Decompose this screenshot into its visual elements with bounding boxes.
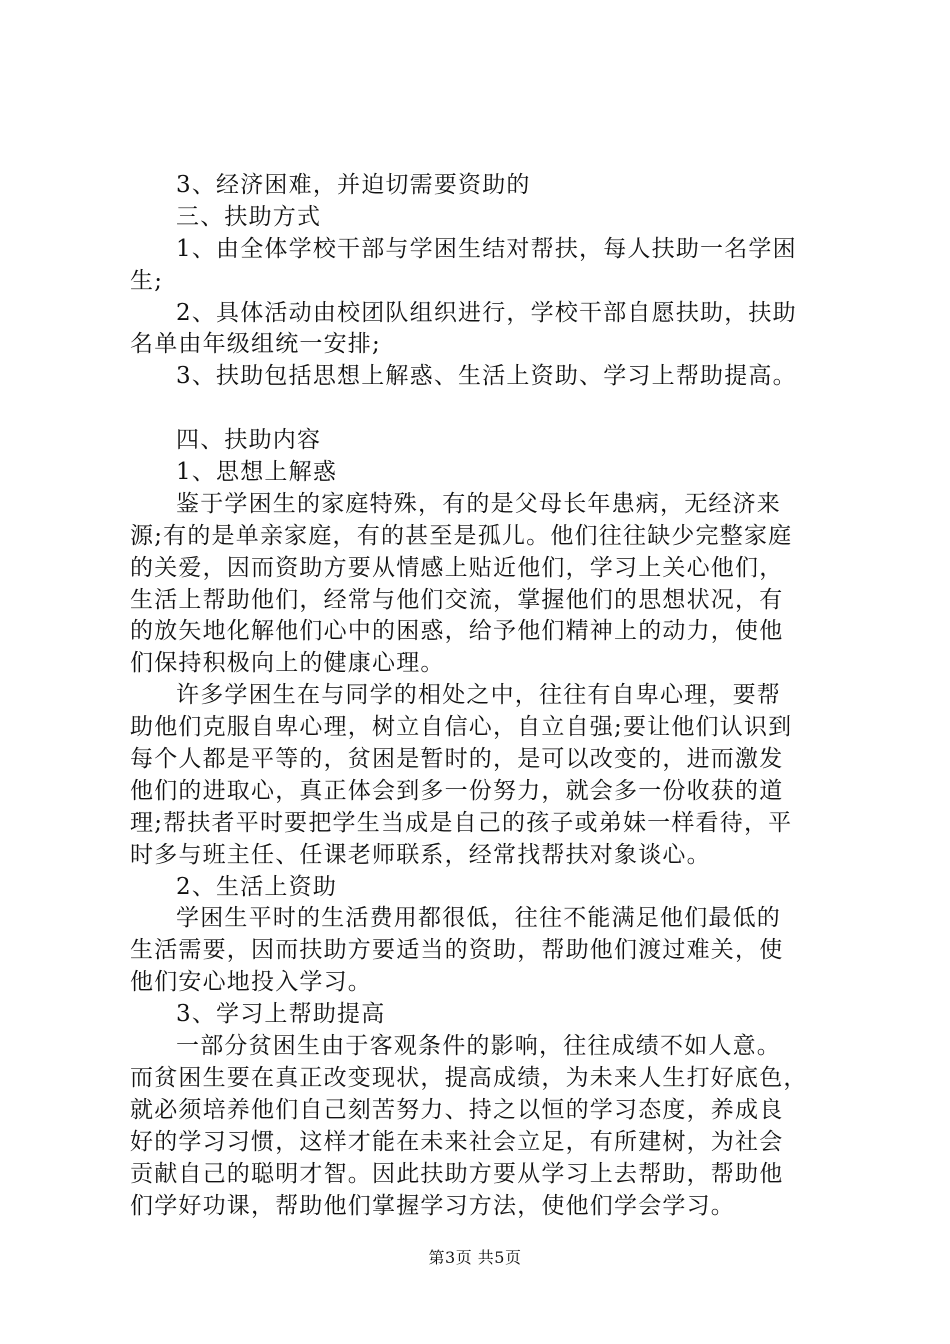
text-line: 学困生平时的生活费用都很低，往往不能满足他们最低的 bbox=[176, 905, 781, 932]
text-line: 的关爱，因而资助方要从情感上贴近他们，学习上关心他们， bbox=[130, 554, 784, 581]
text-line: 时多与班主任、任课老师联系，经常找帮扶对象谈心。 bbox=[130, 841, 711, 868]
text-line: 一部分贫困生由于客观条件的影响，往往成绩不如人意。 bbox=[176, 1033, 781, 1060]
text-line: 他们的进取心，真正体会到多一份努力，就会多一份收获的道 bbox=[130, 777, 784, 804]
text-line: 2、生活上资助 bbox=[176, 873, 338, 900]
text-line: 贡献自己的聪明才智。因此扶助方要从学习上去帮助，帮助他 bbox=[130, 1160, 784, 1187]
text-line: 们保持积极向上的健康心理。 bbox=[130, 650, 445, 677]
text-line: 鉴于学困生的家庭特殊，有的是父母长年患病，无经济来 bbox=[176, 490, 781, 517]
text-line: 生活需要，因而扶助方要适当的资助，帮助他们渡过难关，使 bbox=[130, 937, 784, 964]
text-line: 1、思想上解惑 bbox=[176, 459, 338, 486]
text-line: 助他们克服自卑心理，树立自信心，自立自强;要让他们认识到 bbox=[130, 714, 793, 741]
text-line: 1、由全体学校干部与学困生结对帮扶，每人扶助一名学困 bbox=[176, 235, 797, 262]
blank-line bbox=[130, 393, 830, 425]
text-line: 名单由年级组统一安排; bbox=[130, 331, 381, 358]
text-line: 源;有的是单亲家庭，有的甚至是孤儿。他们往往缺少完整家庭 bbox=[130, 522, 793, 549]
text-line: 2、具体活动由校团队组织进行，学校干部自愿扶助，扶助 bbox=[176, 299, 797, 326]
document-body bbox=[130, 170, 830, 1222]
text-line: 就必须培养他们自己刻苦努力、持之以恒的学习态度，养成良 bbox=[130, 1096, 784, 1123]
text-line: 而贫困生要在真正改变现状，提高成绩，为未来人生打好底色， bbox=[130, 1064, 808, 1091]
text-line: 许多学困生在与同学的相处之中，往往有自卑心理，要帮 bbox=[176, 682, 781, 709]
text-line: 生活上帮助他们，经常与他们交流，掌握他们的思想状况，有 bbox=[130, 586, 784, 613]
text-line: 四、扶助内容 bbox=[176, 427, 322, 454]
text-line: 3、学习上帮助提高 bbox=[176, 1001, 386, 1028]
text-line: 3、扶助包括思想上解惑、生活上资助、学习上帮助提高。 bbox=[176, 363, 797, 390]
text-line: 好的学习习惯，这样才能在未来社会立足，有所建树，为社会 bbox=[130, 1128, 784, 1155]
text-line: 三、扶助方式 bbox=[176, 203, 322, 230]
text-line: 每个人都是平等的，贫困是暂时的，是可以改变的，进而激发 bbox=[130, 746, 784, 773]
page-footer: 第3页 共5页 bbox=[428, 1248, 522, 1267]
text-line: 他们安心地投入学习。 bbox=[130, 969, 372, 996]
text-line: 的放矢地化解他们心中的困惑，给予他们精神上的动力，使他 bbox=[130, 618, 784, 645]
text-line: 理;帮扶者平时要把学生当成是自己的孩子或弟妹一样看待，平 bbox=[130, 809, 793, 836]
text-line: 3、经济困难，并迫切需要资助的 bbox=[176, 172, 531, 198]
text-line: 们学好功课，帮助他们掌握学习方法，使他们学会学习。 bbox=[130, 1192, 735, 1219]
text-line: 生; bbox=[130, 267, 164, 294]
